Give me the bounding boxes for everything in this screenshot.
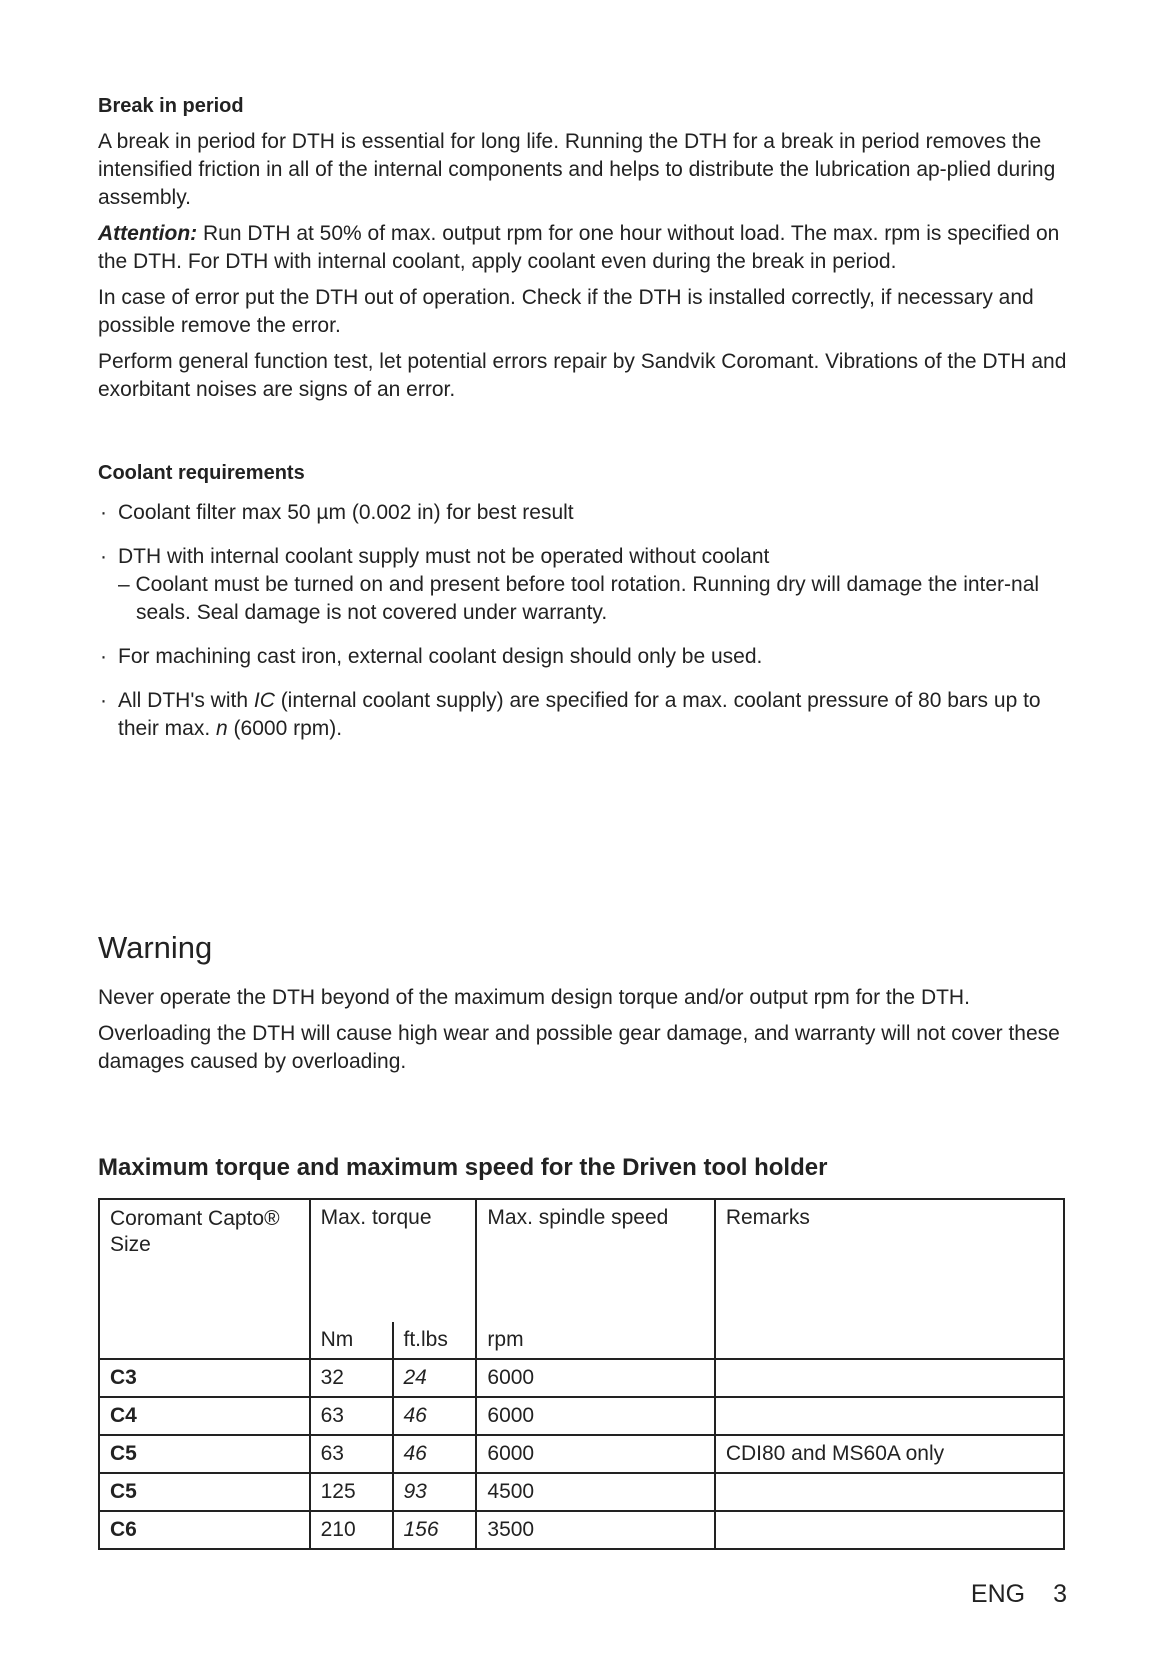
header-torque: Max. torque [310,1199,477,1322]
row-remarks [715,1397,1064,1435]
list-item [98,643,1068,671]
break-in-heading: Break in period [98,95,244,117]
bullet-icon: · [100,689,107,712]
warning-paragraph-1: Never operate the DTH beyond of the maximum design torque and/or output rpm for the DTH. [98,986,970,1009]
function-test-paragraph: Perform general function test, let potential errors repair by Sandvik Coromant. Vibrations of the DTH and exorbitant noises are signs of an error. [98,350,1067,401]
row-rpm: 3500 [476,1511,714,1549]
coolant-heading: Coolant requirements [98,462,305,484]
list-item [98,499,1068,527]
row-ftlbs: 46 [393,1397,477,1435]
table-row [99,1473,1064,1511]
row-size: C4 [99,1397,310,1435]
row-ftlbs: 156 [393,1511,477,1549]
table-row [99,1359,1064,1397]
bullet-icon: · [100,645,107,668]
warning-paragraph-2: Overloading the DTH will cause high wear and possible gear damage, and warranty will not cover these damages caused by overloading. [98,1022,1060,1073]
row-size: C6 [99,1511,310,1549]
list-item-text: (internal coolant supply) are specified for a max. coolant pressure of 80 bars up to their max. [118,689,1041,740]
coolant-list [98,499,1068,743]
break-in-section [98,95,1068,412]
attention-label: Attention: [98,222,198,245]
row-nm: 63 [310,1435,393,1473]
list-subitem: – Coolant must be turned on and present before tool rotation. Running dry will damage the inter-nal seals. Seal damage is not covered under warranty. [118,573,1040,624]
warning-section [98,930,1068,1084]
row-nm: 210 [310,1511,393,1549]
row-remarks [715,1359,1064,1397]
row-rpm: 6000 [476,1435,714,1473]
row-ftlbs: 93 [393,1473,477,1511]
table-title-wrap [98,1154,1068,1182]
row-nm: 32 [310,1359,393,1397]
unit-ftlbs: ft.lbs [393,1322,477,1359]
spec-table [98,1198,1065,1550]
bullet-icon: · [100,545,107,568]
table-row [99,1397,1064,1435]
row-remarks [715,1473,1064,1511]
list-item [98,543,1068,627]
header-size [99,1199,310,1359]
ic-term: IC [253,689,275,712]
row-size: C5 [99,1473,310,1511]
row-size: C5 [99,1435,310,1473]
table-row [99,1435,1064,1473]
n-term: n [216,717,228,740]
table-row [99,1511,1064,1549]
attention-paragraph [98,220,1068,276]
list-item-text: Coolant filter max 50 µm (0.002 in) for best result [118,501,574,524]
row-nm: 125 [310,1473,393,1511]
row-rpm: 4500 [476,1473,714,1511]
unit-rpm: rpm [476,1322,714,1359]
list-item-text: (6000 rpm). [227,717,343,740]
row-nm: 63 [310,1397,393,1435]
list-item-text: DTH with internal coolant supply must not be operated without coolant [118,545,770,568]
footer-language: ENG [970,1580,1026,1608]
row-rpm: 6000 [476,1397,714,1435]
table-header-row [99,1199,1064,1322]
attention-text: Run DTH at 50% of max. output rpm for one hour without load. The max. rpm is specified on the DTH. For DTH with internal coolant, apply coolant even during the break in period. [98,222,1060,273]
page-footer [943,1580,1067,1609]
warning-heading: Warning [98,930,213,965]
row-remarks: CDI80 and MS60A only [715,1435,1064,1473]
header-remarks: Remarks [715,1199,1064,1359]
error-paragraph: In case of error put the DTH out of operation. Check if the DTH is installed correctly, if necessary and possible remove the error. [98,286,1034,337]
row-ftlbs: 46 [393,1435,477,1473]
unit-nm: Nm [310,1322,393,1359]
header-speed: Max. spindle speed [476,1199,714,1322]
table-title: Maximum torque and maximum speed for the Driven tool holder [98,1154,828,1181]
list-item [98,687,1068,743]
row-rpm: 6000 [476,1359,714,1397]
header-size-line2: Size [110,1233,151,1256]
break-in-paragraph: A break in period for DTH is essential for long life. Running the DTH for a break in period removes the intensified friction in all of the internal components and helps to distribute the lubrication ap-plied during assembly. [98,130,1056,209]
row-ftlbs: 24 [393,1359,477,1397]
header-size-line1: Coromant Capto® [110,1207,280,1230]
row-remarks [715,1511,1064,1549]
page-number: 3 [1053,1580,1067,1608]
row-size: C3 [99,1359,310,1397]
bullet-icon: · [100,501,107,524]
list-item-text: All DTH's with [118,689,254,712]
list-item-text: For machining cast iron, external coolant design should only be used. [118,645,763,668]
coolant-section [98,462,1068,759]
